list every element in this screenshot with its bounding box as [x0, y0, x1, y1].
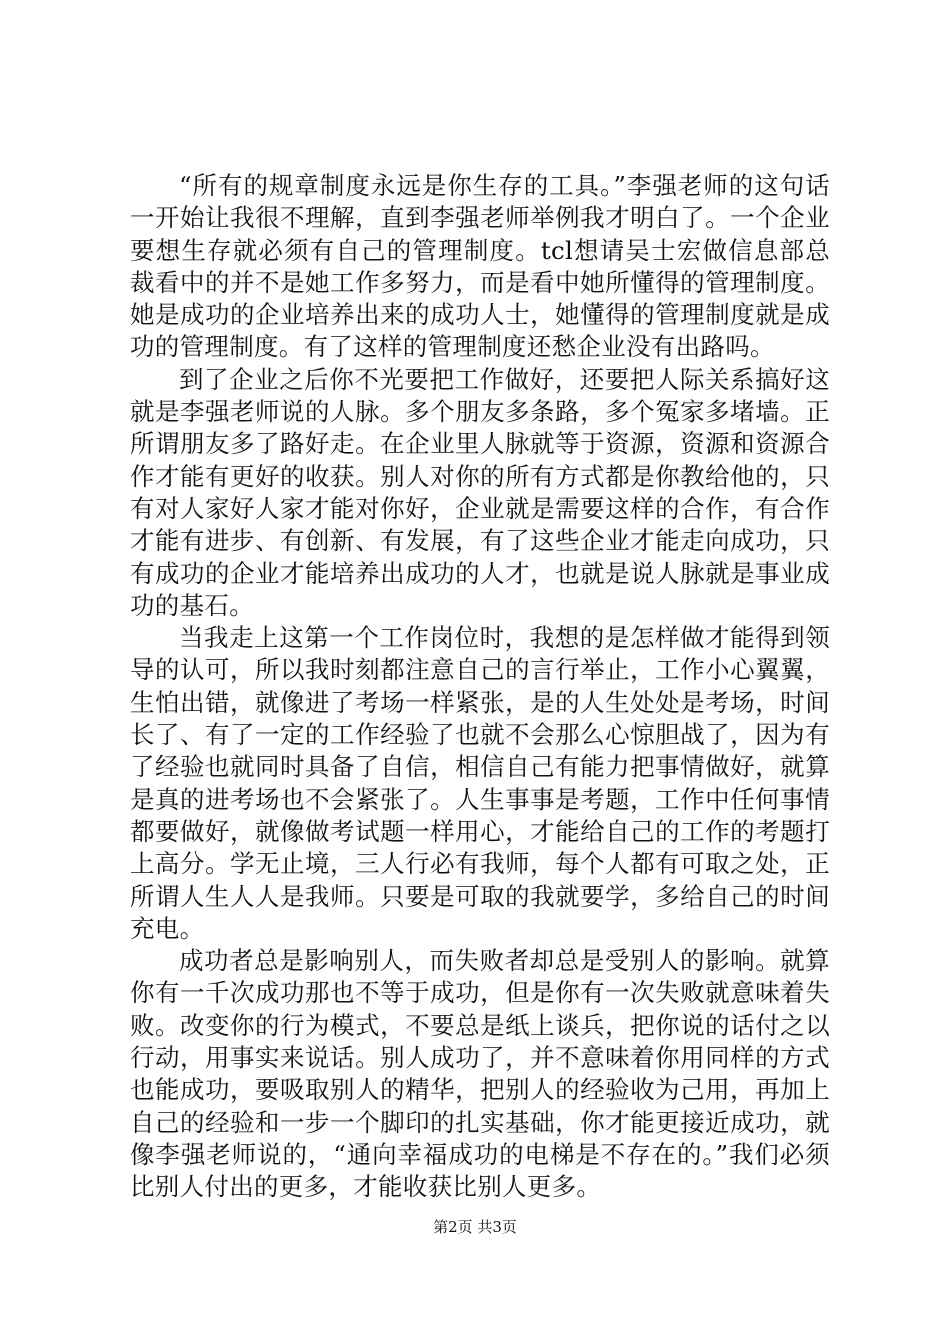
paragraph-4: 成功者总是影响别人，而失败者却总是受别人的影响。就算你有一千次成功那也不等于成功，但是你有一次失败就意味着失败。改变你的行为模式，不要总是纸上谈兵，把你说的话付之以行动，用事实来说话。别人成功了，并不意味着你用同样的方式也能成功，要吸取别人的精华，把别人的经验收为己用，再加上自己的经验和一步一个脚印的扎实基础，你才能更接近成功，就像李强老师说的，“通向幸福成功的电梯是不存在的。”我们必须比别人付出的更多，才能收获比别人更多。 [130, 946, 830, 1202]
page-number-footer: 第2页 共3页 [433, 1218, 517, 1236]
paragraph-1: “所有的规章制度永远是你生存的工具。”李强老师的这句话一开始让我很不理解，直到李强老师举例我才明白了。一个企业要想生存就必须有自己的管理制度。tcl想请吴士宏做信息部总裁看中的并不是她工作多努力，而是看中她所懂得的管理制度。她是成功的企业培养出来的成功人士，她懂得的管理制度就是成功的管理制度。有了这样的管理制度还愁企业没有出路吗。 [130, 171, 830, 362]
paragraph-2: 到了企业之后你不光要把工作做好，还要把人际关系搞好这就是李强老师说的人脉。多个朋友多条路，多个冤家多堵墙。正所谓朋友多了路好走。在企业里人脉就等于资源，资源和资源合作才能有更好的收获。别人对你的所有方式都是你教给他的，只有对人家好人家才能对你好，企业就是需要这样的合作，有合作才能有进步、有创新、有发展，有了这些企业才能走向成功，只有成功的企业才能培养出成功的人才，也就是说人脉就是事业成功的基石。 [130, 364, 830, 620]
document-body [130, 170, 830, 1204]
paragraph-3: 当我走上这第一个工作岗位时，我想的是怎样做才能得到领导的认可，所以我时刻都注意自己的言行举止，工作小心翼翼，生怕出错，就像进了考场一样紧张，是的人生处处是考场，时间长了、有了一定的工作经验了也就不会那么心惊胆战了，因为有了经验也就同时具备了自信，相信自己有能力把事情做好，就算是真的进考场也不会紧张了。人生事事是考题，工作中任何事情都要做好，就像做考试题一样用心，才能给自己的工作的考题打上高分。学无止境，三人行必有我师，每个人都有可取之处，正所谓人生人人是我师。只要是可取的我就要学，多给自己的时间充电。 [130, 623, 830, 943]
